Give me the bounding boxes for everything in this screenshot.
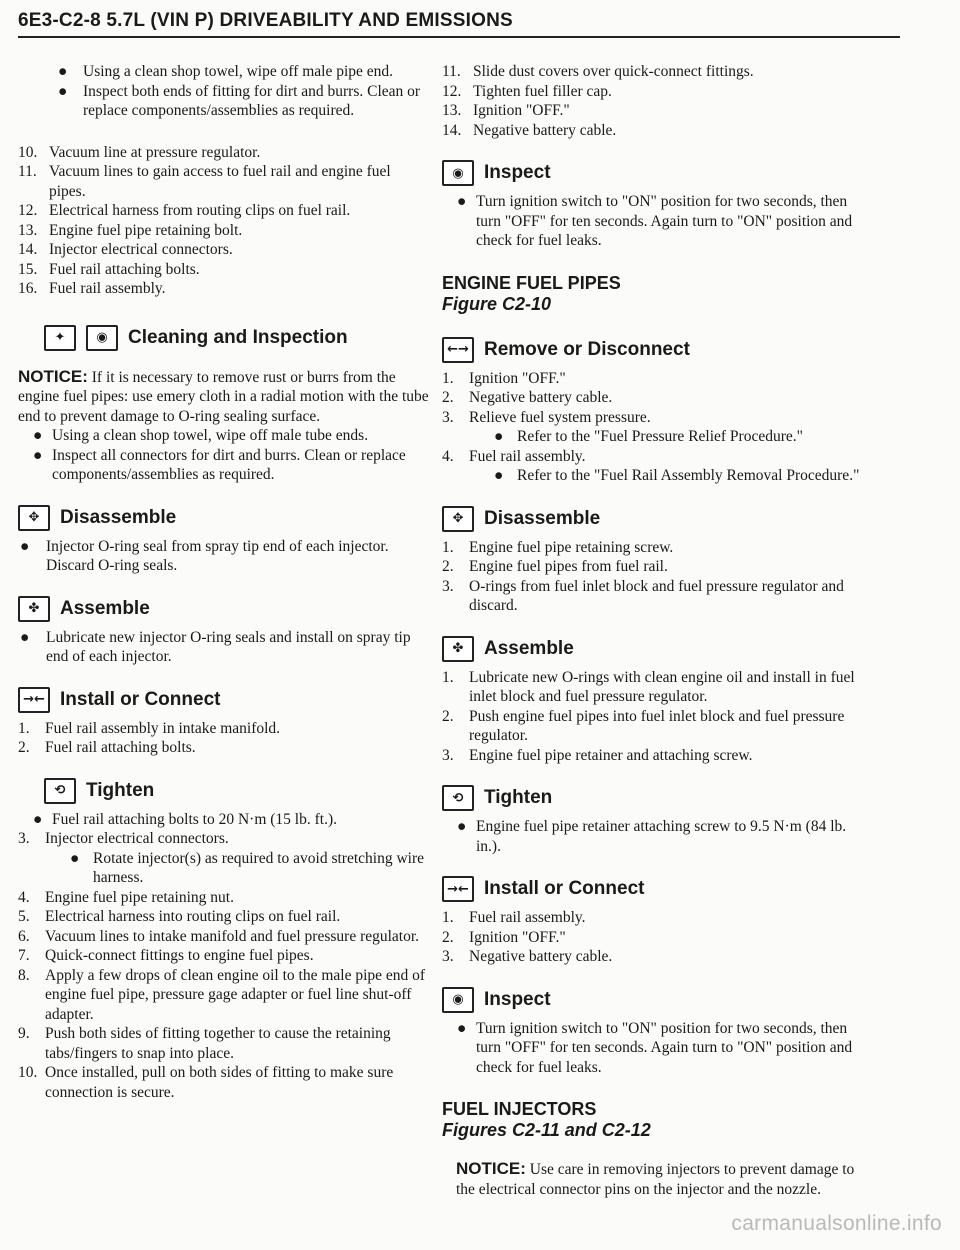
bullet-icon: ● [33,427,43,444]
list-item: 3. Negative battery cable. [442,948,613,965]
assemble-icon: ✤ [442,636,474,662]
notice-paragraph: NOTICE: Use care in removing injectors to prevent damage to the electrical connector pins on the injector and the nozzle. [456,1159,855,1198]
notice-paragraph: NOTICE: If it is necessary to remove rust or burrs from the engine fuel pipes: use emery cloth in a radial motion with the tube end to prevent damage to O-ring sealing surface. [18,366,429,425]
list-item: ● Refer to the "Fuel Pressure Relief Procedure." [494,428,803,445]
inspect-icon: ◉ [86,325,118,351]
tighten-icon: ⟲ [44,778,76,804]
bullet-icon: ● [457,818,467,835]
watermark: carmanualsonline.info [731,1212,942,1235]
list-item: 16. Fuel rail assembly. [18,280,166,297]
list-item: 13. Engine fuel pipe retaining bolt. [18,221,243,239]
list-item: 1. Engine fuel pipe retaining screw. [442,538,674,556]
list-item: ● Using a clean shop towel, wipe off male pipe end. [58,63,394,80]
section-title-fuel-injectors: FUEL INJECTORS [442,1099,597,1119]
section-heading-cleaning: ✦ ◉ Cleaning and Inspection [44,325,430,351]
inspect-icon: ◉ [442,160,474,186]
remove-icon: ←→ [442,337,474,363]
list-item: 3. O-rings from fuel inlet block and fuel pressure regulator and discard. [442,577,844,614]
list-item: 4. Fuel rail assembly. [442,447,586,465]
list-item: 2. Negative battery cable. [442,389,613,406]
section-heading-inspect: ◉ Inspect [442,987,867,1013]
bullet-icon: ● [58,63,68,80]
list-item: ● Fuel rail attaching bolts to 20 N·m (15 lb. ft.). [33,810,337,828]
list-item: ● Inspect both ends of fitting for dirt and burrs. Clean or replace components/assemblies as required. [58,82,421,119]
cleaning-icon: ✦ [44,325,76,351]
bullet-icon: ● [33,810,43,828]
section-heading-tighten: ⟲ Tighten [442,785,867,811]
list-item: ● Inspect all connectors for dirt and burrs. Clean or replace components/assemblies as required. [33,446,406,483]
list-item: 8. Apply a few drops of clean engine oil to the male pipe end of engine fuel pipe, pressure gage adapter or fuel line shut-off adapter. [18,966,426,1023]
disassemble-icon: ✥ [442,506,474,532]
section-title-engine-fuel-pipes: ENGINE FUEL PIPES [442,272,621,293]
section-heading-inspect: ◉ Inspect [442,160,867,186]
install-icon: →← [18,687,50,713]
list-item: 11. Vacuum lines to gain access to fuel rail and engine fuel pipes. [18,163,391,200]
section-heading-disassemble: ✥ Disassemble [18,505,430,531]
list-item: 5. Electrical harness into routing clips on fuel rail. [18,908,341,925]
section-heading-assemble: ✤ Assemble [442,636,867,662]
bullet-icon: ● [20,537,30,555]
list-item: 10. Once installed, pull on both sides of fitting to make sure connection is secure. [18,1064,394,1101]
section-heading-assemble: ✤ Assemble [18,596,430,622]
bullet-icon: ● [33,446,43,464]
left-column [18,62,430,1102]
list-item: 10. Vacuum line at pressure regulator. [18,143,261,161]
bullet-icon: ● [58,82,68,100]
list-item: 2. Ignition "OFF." [442,928,566,946]
list-item: 1. Fuel rail assembly. [442,909,586,926]
list-item: 14. Injector electrical connectors. [18,241,233,258]
bullet-icon: ● [494,428,504,445]
bullet-icon: ● [457,193,467,210]
list-item: 14. Negative battery cable. [442,121,617,139]
list-item: 2. Push engine fuel pipes into fuel inlet block and fuel pressure regulator. [442,707,845,744]
list-item: 12. Tighten fuel filler cap. [442,82,612,100]
tighten-icon: ⟲ [442,785,474,811]
list-item: 12. Electrical harness from routing clips on fuel rail. [18,202,351,219]
bullet-icon: ● [457,1019,467,1037]
list-item: 11. Slide dust covers over quick-connect fittings. [442,63,754,80]
list-item: ● Engine fuel pipe retainer attaching screw to 9.5 N·m (84 lb. in.). [457,818,847,855]
list-item: 9. Push both sides of fitting together to cause the retaining tabs/fingers to snap into place. [18,1025,391,1062]
disassemble-icon: ✥ [18,505,50,531]
section-heading-disassemble: ✥ Disassemble [442,506,867,532]
list-item: 15. Fuel rail attaching bolts. [18,260,200,278]
section-heading-remove: ←→ Remove or Disconnect [442,337,867,363]
list-item: ● Refer to the "Fuel Rail Assembly Removal Procedure." [494,467,860,484]
figure-reference: Figure C2-10 [442,293,552,314]
list-item: 2. Fuel rail attaching bolts. [18,739,196,756]
bullet-icon: ● [70,849,80,867]
list-item: ● Using a clean shop towel, wipe off male tube ends. [33,427,369,444]
section-heading-install: →← Install or Connect [18,687,430,713]
list-item: 1. Fuel rail assembly in intake manifold. [18,719,281,737]
bullet-icon: ● [20,628,30,646]
assemble-icon: ✤ [18,596,50,622]
list-item: ● Rotate injector(s) as required to avoid stretching wire harness. [70,849,424,886]
list-item: ● Turn ignition switch to "ON" position for two seconds, then turn "OFF" for ten seconds. Again turn to "ON" position and check for fuel leaks. [457,193,853,249]
list-item: 3. Engine fuel pipe retainer and attaching screw. [442,746,753,764]
inspect-icon: ◉ [442,987,474,1013]
list-item: 7. Quick-connect fittings to engine fuel pipes. [18,947,314,964]
figure-reference: Figures C2-11 and C2-12 [442,1120,651,1140]
list-item: 6. Vacuum lines to intake manifold and fuel pressure regulator. [18,927,420,945]
section-heading-install: →← Install or Connect [442,876,867,902]
page-header: 6E3-C2-8 5.7L (VIN P) DRIVEABILITY AND EMISSIONS [18,10,900,38]
list-item: 3. Injector electrical connectors. [18,830,229,847]
list-item: 3. Relieve fuel system pressure. [442,408,651,426]
section-heading-tighten: ⟲ Tighten [44,778,430,804]
list-item: 1. Ignition "OFF." [442,369,566,387]
list-item: ● Lubricate new injector O-ring seals and install on spray tip end of each injector. [20,628,411,665]
bullet-icon: ● [494,467,504,484]
right-column [442,62,867,1199]
list-item: 13. Ignition "OFF." [442,102,570,119]
list-item: ● Injector O-ring seal from spray tip end of each injector. Discard O-ring seals. [20,537,389,574]
list-item: 2. Engine fuel pipes from fuel rail. [442,558,668,575]
install-icon: →← [442,876,474,902]
list-item: ● Turn ignition switch to "ON" position for two seconds, then turn "OFF" for ten seconds. Again turn to "ON" position and check for fuel leaks. [457,1019,853,1076]
list-item: 1. Lubricate new O-rings with clean engine oil and install in fuel inlet block and fuel pressure regulator. [442,668,855,705]
list-item: 4. Engine fuel pipe retaining nut. [18,888,234,906]
